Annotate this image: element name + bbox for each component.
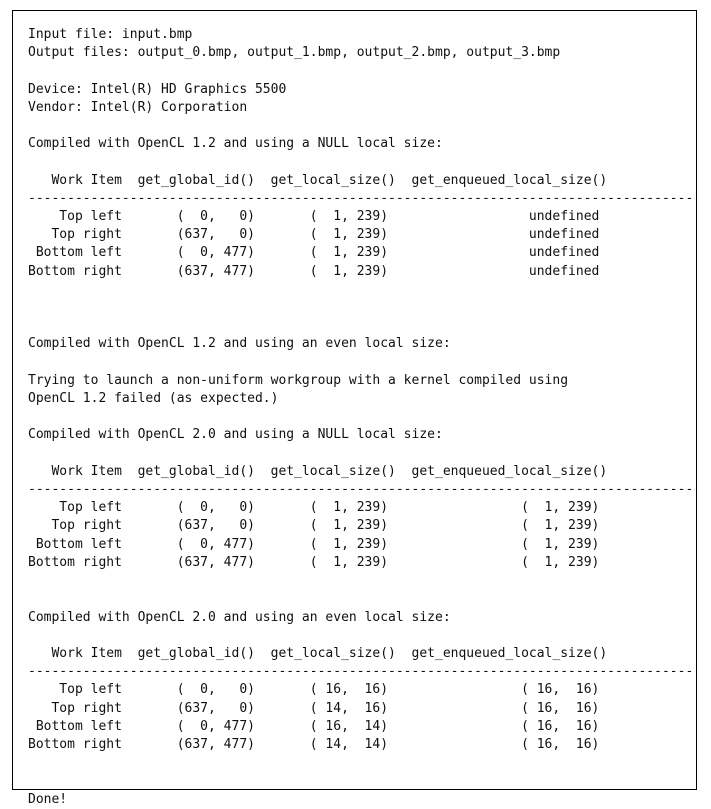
table-row: Top right (637, 0) ( 1, 239) undefined — [28, 227, 600, 243]
blank-line — [28, 772, 696, 790]
failure-message-line-2: OpenCL 1.2 failed (as expected.) — [28, 391, 279, 407]
blank-line — [28, 754, 696, 772]
table-row: Top right (637, 0) ( 14, 16) ( 16, 16) — [28, 700, 600, 716]
input-file-line: Input file: input.bmp — [28, 27, 193, 42]
table-row: Top left ( 0, 0) ( 1, 239) undefined — [28, 209, 600, 225]
table-row: Top left ( 0, 0) ( 1, 239) ( 1, 239) — [28, 500, 600, 516]
table-header-opencl20-null: Work Item get_global_id() get_local_size() get_enqueued_local_size() — [28, 463, 608, 479]
blank-line — [28, 117, 696, 135]
section-heading-opencl20-null: Compiled with OpenCL 2.0 and using a NULL local size: — [28, 427, 443, 443]
output-files-line: Output files: output_0.bmp, output_1.bmp, output_2.bmp, output_3.bmp — [28, 45, 561, 61]
section-heading-opencl12-null: Compiled with OpenCL 1.2 and using a NULL local size: — [28, 136, 443, 152]
blank-line — [28, 281, 696, 299]
blank-line — [28, 299, 696, 317]
table-separator-opencl12-null: ------------------------------------------------------------------------------------- — [28, 190, 694, 206]
blank-line — [28, 408, 696, 426]
blank-line — [28, 354, 696, 372]
blank-line — [28, 572, 696, 590]
blank-line — [28, 153, 696, 171]
table-row: Bottom left ( 0, 477) ( 1, 239) ( 1, 239) — [28, 536, 600, 552]
section-heading-opencl12-even: Compiled with OpenCL 1.2 and using an even local size: — [28, 336, 451, 352]
console-output-text — [13, 11, 696, 809]
failure-message-line-1: Trying to launch a non-uniform workgroup with a kernel compiled using — [28, 372, 569, 388]
blank-line — [28, 627, 696, 645]
table-row: Bottom right (637, 477) ( 1, 239) undefined — [28, 263, 600, 279]
table-separator-opencl20-null: ------------------------------------------------------------------------------------- — [28, 482, 694, 498]
console-window — [12, 10, 697, 807]
table-row: Top left ( 0, 0) ( 16, 16) ( 16, 16) — [28, 682, 600, 698]
device-line: Device: Intel(R) HD Graphics 5500 — [28, 81, 287, 97]
blank-line — [28, 317, 696, 335]
table-separator-opencl20-even: ------------------------------------------------------------------------------------- — [28, 664, 694, 680]
table-row: Bottom right (637, 477) ( 1, 239) ( 1, 239) — [28, 554, 600, 570]
blank-line — [28, 445, 696, 463]
done-message: Done! — [28, 791, 68, 807]
table-header-opencl20-even: Work Item get_global_id() get_local_size() get_enqueued_local_size() — [28, 645, 608, 661]
blank-line — [28, 590, 696, 608]
table-row: Bottom right (637, 477) ( 14, 14) ( 16, 16) — [28, 736, 600, 752]
table-row: Top right (637, 0) ( 1, 239) ( 1, 239) — [28, 518, 600, 534]
section-heading-opencl20-even: Compiled with OpenCL 2.0 and using an even local size: — [28, 609, 451, 625]
table-header-opencl12-null: Work Item get_global_id() get_local_size() get_enqueued_local_size() — [28, 172, 608, 188]
table-row: Bottom left ( 0, 477) ( 16, 14) ( 16, 16) — [28, 718, 600, 734]
vendor-line: Vendor: Intel(R) Corporation — [28, 99, 248, 115]
table-row: Bottom left ( 0, 477) ( 1, 239) undefined — [28, 245, 600, 261]
blank-line — [28, 62, 696, 80]
